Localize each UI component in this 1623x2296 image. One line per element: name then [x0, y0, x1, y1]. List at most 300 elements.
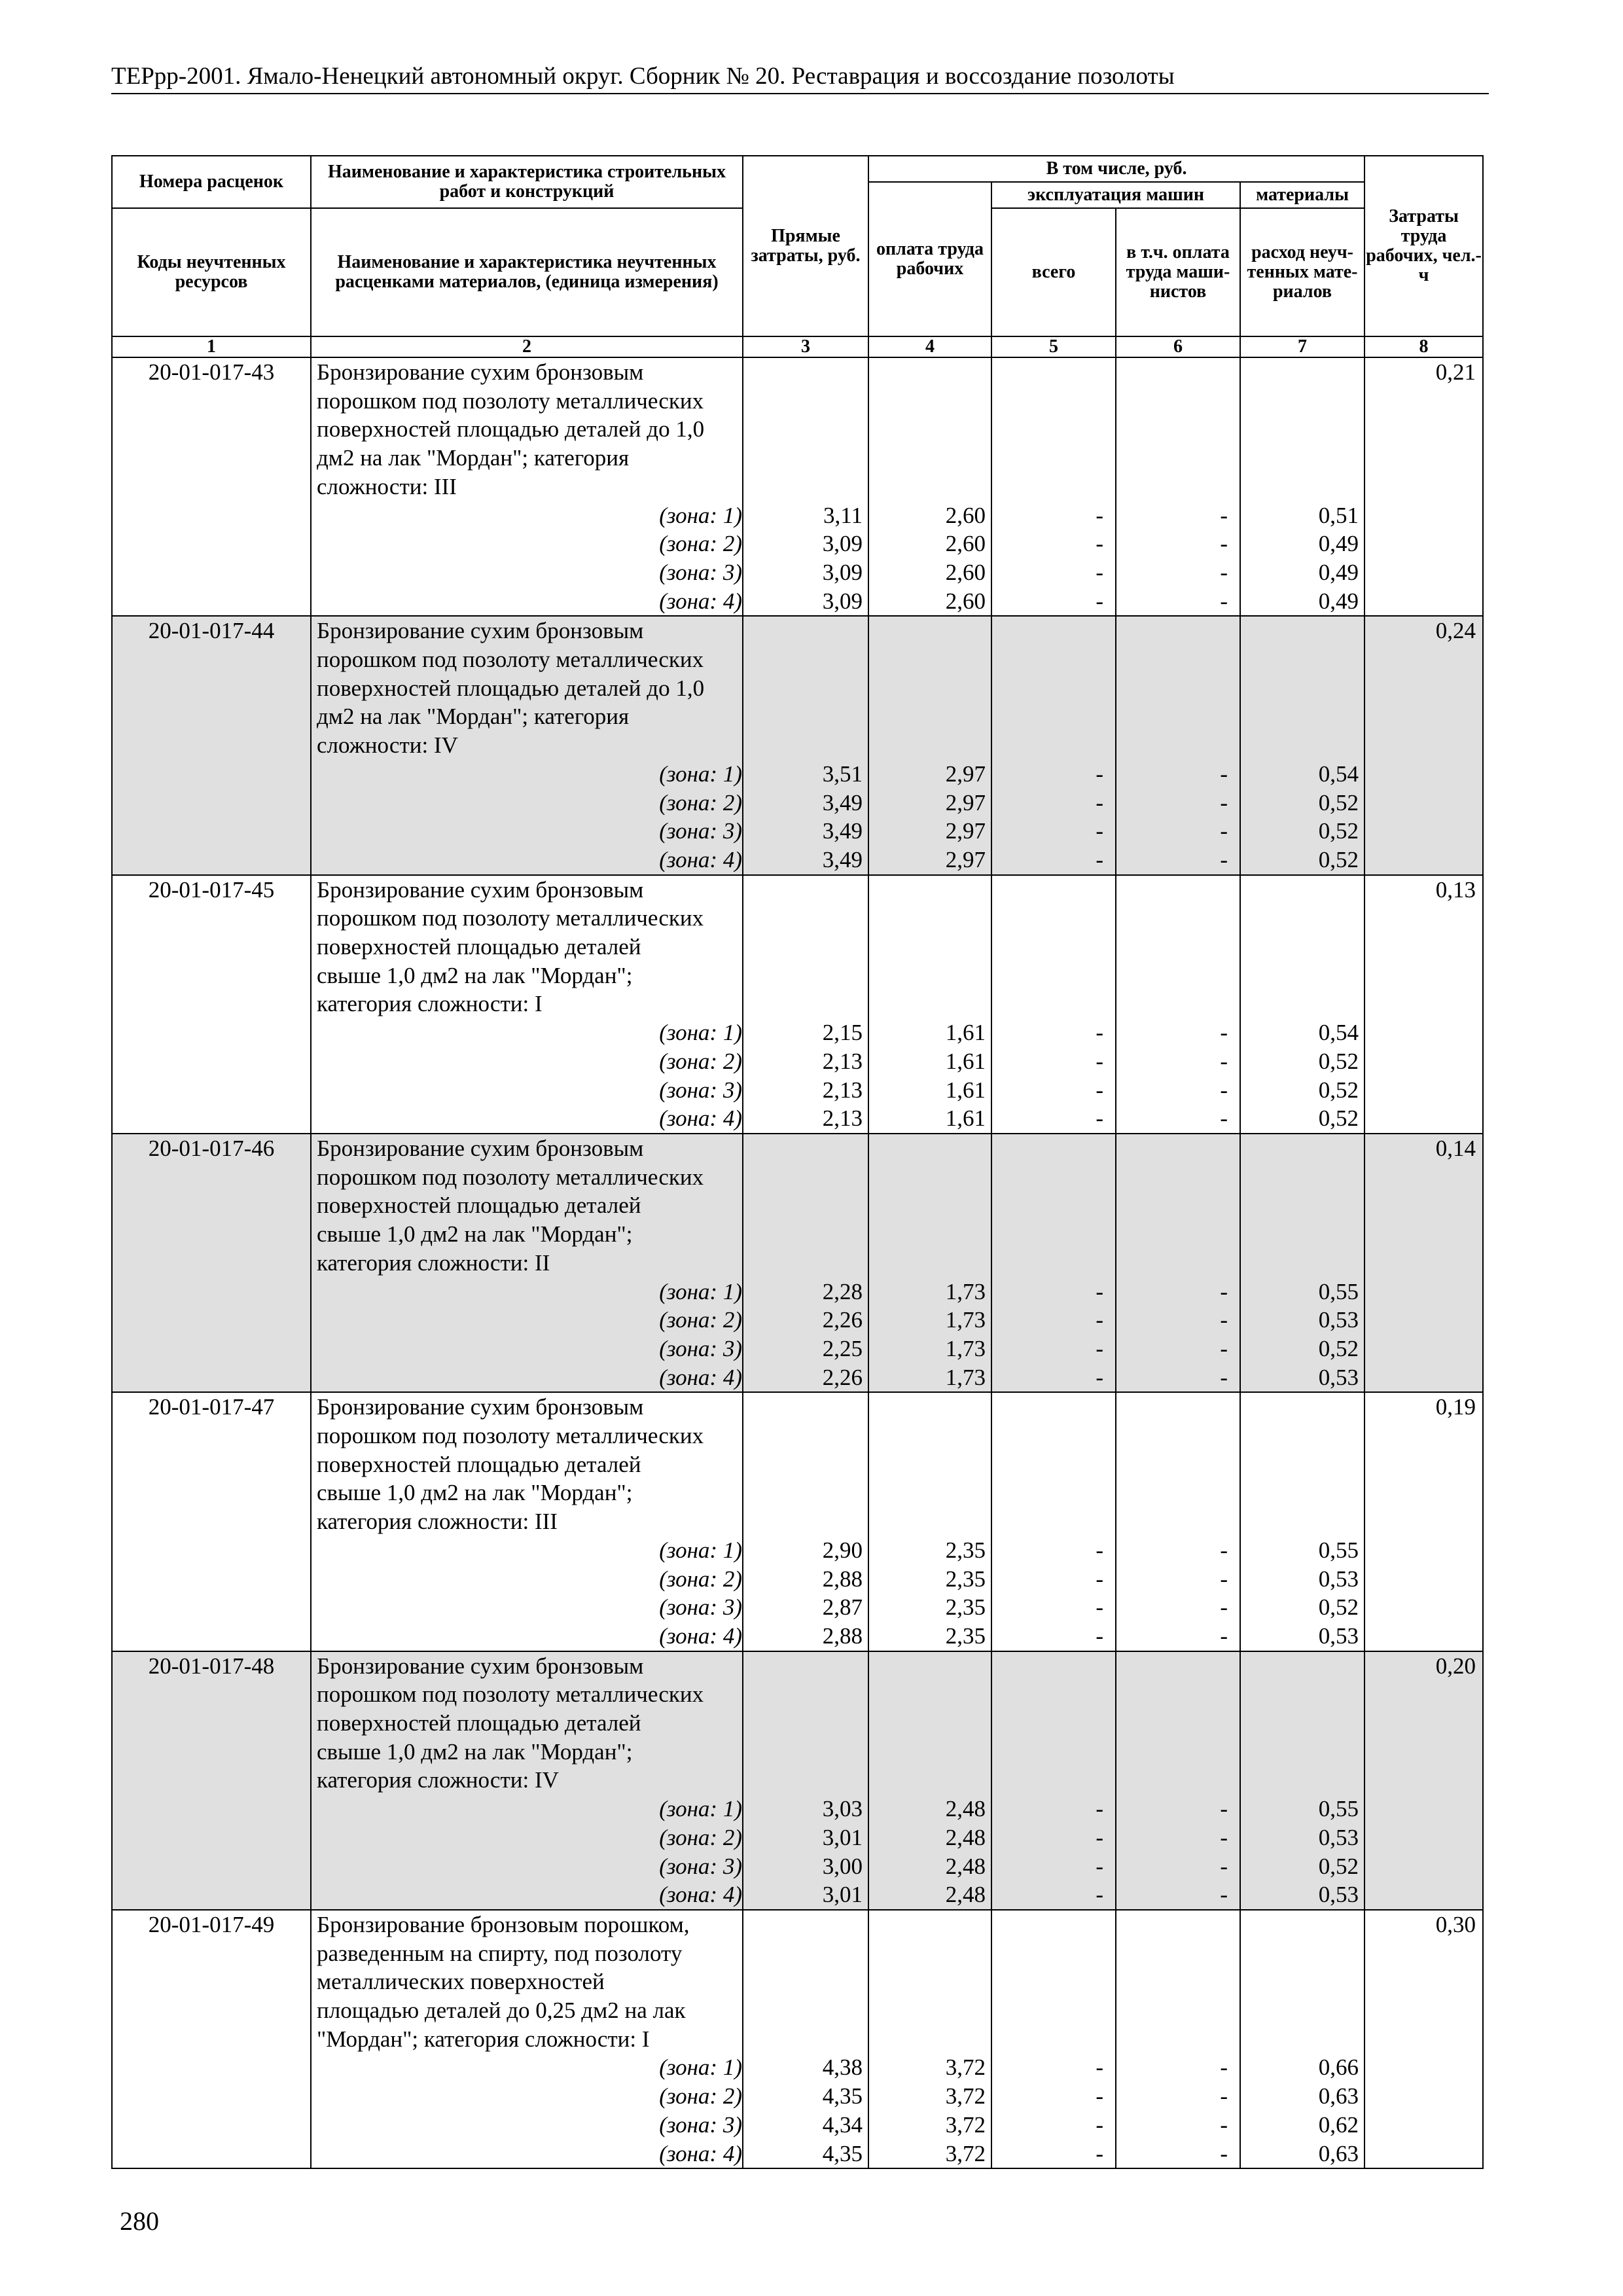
rate-code [112, 616, 311, 874]
rate-description-cell [311, 357, 743, 616]
wage-value: 2,48 [945, 1824, 986, 1850]
direct-value: 2,15 [822, 1020, 863, 1046]
machines-value: - [1096, 1364, 1103, 1390]
machines-value: - [1096, 1105, 1103, 1132]
wage-value: 2,97 [945, 761, 986, 787]
description-line: порошком под позолоту металлических [317, 647, 704, 673]
rate-code [112, 357, 311, 616]
machines-value: - [1096, 789, 1103, 816]
column-number: 7 [1240, 336, 1364, 357]
direct-value: 3,09 [822, 531, 863, 557]
machines-value: - [1096, 502, 1103, 528]
machinist-value: - [1220, 2140, 1228, 2166]
machinist-value: - [1220, 2083, 1228, 2109]
direct-value: 3,01 [822, 1824, 863, 1850]
wage-value: 2,35 [945, 1594, 986, 1621]
materials-value: 0,52 [1318, 1853, 1359, 1879]
machinist-value: - [1220, 1882, 1228, 1908]
wage-value: 2,97 [945, 789, 986, 816]
materials-value: 0,53 [1318, 1824, 1359, 1850]
description-line: поверхностей площадью деталей до 1,0 [317, 416, 705, 442]
zone-label: (зона: 3) [659, 1335, 742, 1361]
page-header [111, 60, 1489, 94]
direct-value: 3,49 [822, 789, 863, 816]
description-line: Бронзирование сухим бронзовым [317, 359, 644, 385]
machinist-cell [1116, 616, 1240, 874]
description-line: порошком под позолоту металлических [317, 1681, 704, 1708]
labor-cell [1364, 1392, 1483, 1651]
rate-description-cell [311, 1910, 743, 2168]
zone-label: (зона: 4) [659, 846, 742, 872]
machines-value: - [1096, 531, 1103, 557]
machines-value: - [1096, 1537, 1103, 1563]
machines-value: - [1096, 1594, 1103, 1621]
materials-value: 0,53 [1318, 1364, 1359, 1390]
machinist-value: - [1220, 1796, 1228, 1822]
header-resource-codes: Коды неучтенных ресурсов [112, 208, 311, 336]
wage-value: 2,48 [945, 1796, 986, 1822]
materials-value: 0,51 [1318, 502, 1359, 528]
description-line: поверхностей площадью деталей [317, 934, 641, 960]
zone-label: (зона: 1) [659, 1537, 742, 1563]
machines-cell [991, 875, 1116, 1134]
machinist-value: - [1220, 818, 1228, 844]
machinist-value: - [1220, 1307, 1228, 1333]
description-line: категория сложности: III [317, 1509, 558, 1535]
direct-costs-cell [743, 1910, 868, 2168]
direct-costs-cell [743, 1134, 868, 1392]
column-number: 4 [868, 336, 991, 357]
machines-value: - [1096, 1566, 1103, 1592]
labor-cell [1364, 1910, 1483, 2168]
direct-costs-cell [743, 875, 868, 1134]
zone-label: (зона: 1) [659, 761, 742, 787]
description-line: Бронзирование сухим бронзовым [317, 1653, 644, 1679]
zone-label: (зона: 3) [659, 1594, 742, 1621]
machines-cell [991, 1392, 1116, 1651]
description-line: порошком под позолоту металлических [317, 387, 704, 414]
machines-value: - [1096, 1335, 1103, 1361]
materials-value: 0,49 [1318, 531, 1359, 557]
materials-value: 0,53 [1318, 1623, 1359, 1649]
zone-label: (зона: 4) [659, 1364, 742, 1390]
column-number: 3 [743, 336, 868, 357]
direct-value: 3,11 [823, 502, 863, 528]
rate-code [112, 1134, 311, 1392]
zone-label: (зона: 4) [659, 1105, 742, 1132]
materials-value: 0,52 [1318, 1594, 1359, 1621]
materials-value: 0,63 [1318, 2083, 1359, 2109]
zone-label: (зона: 4) [659, 2140, 742, 2166]
wage-value: 2,35 [945, 1537, 986, 1563]
zone-label: (зона: 2) [659, 1566, 742, 1592]
machinist-value: - [1220, 1566, 1228, 1592]
wage-value: 2,60 [945, 559, 986, 585]
labor-cell [1364, 1134, 1483, 1392]
materials-value: 0,55 [1318, 1278, 1359, 1304]
table-row [112, 616, 1483, 874]
rate-code-text: 20-01-017-45 [148, 876, 275, 903]
description-line: порошком под позолоту металлических [317, 905, 704, 931]
wage-value: 2,35 [945, 1566, 986, 1592]
machinist-cell [1116, 1392, 1240, 1651]
description-line: Бронзирование бронзовым порошком, [317, 1911, 690, 1937]
page-number: 280 [120, 2206, 159, 2236]
direct-value: 3,51 [822, 761, 863, 787]
direct-value: 2,13 [822, 1048, 863, 1074]
materials-cell [1240, 1392, 1364, 1651]
wages-cell [868, 357, 991, 616]
header-wages: оплата труда рабочих [868, 182, 991, 336]
materials-value: 0,54 [1318, 1020, 1359, 1046]
materials-value: 0,54 [1318, 761, 1359, 787]
labor-cell [1364, 616, 1483, 874]
machinist-value: - [1220, 846, 1228, 872]
zone-label: (зона: 2) [659, 1824, 742, 1850]
description-line: категория сложности: I [317, 991, 543, 1017]
machines-value: - [1096, 1020, 1103, 1046]
description-line: порошком под позолоту металлических [317, 1164, 704, 1190]
description-line: Бронзирование сухим бронзовым [317, 1394, 644, 1420]
zone-label: (зона: 2) [659, 1307, 742, 1333]
wage-value: 1,61 [945, 1020, 986, 1046]
machines-value: - [1096, 559, 1103, 585]
column-number-row [112, 336, 1483, 357]
machinist-value: - [1220, 1335, 1228, 1361]
machines-value: - [1096, 1307, 1103, 1333]
rate-code [112, 875, 311, 1134]
materials-value: 0,52 [1318, 1335, 1359, 1361]
labor-cell [1364, 357, 1483, 616]
direct-value: 2,13 [822, 1077, 863, 1103]
direct-value: 3,09 [822, 588, 863, 614]
wage-value: 1,61 [945, 1048, 986, 1074]
header-unaccounted-materials: расход неуч-тенных мате-риалов [1240, 208, 1364, 336]
description-line: категория сложности: II [317, 1249, 550, 1276]
materials-value: 0,55 [1318, 1796, 1359, 1822]
machinist-cell [1116, 1134, 1240, 1392]
materials-value: 0,53 [1318, 1566, 1359, 1592]
zone-label: (зона: 1) [659, 1278, 742, 1304]
materials-cell [1240, 616, 1364, 874]
wage-value: 2,97 [945, 846, 986, 872]
zone-label: (зона: 1) [659, 2054, 742, 2081]
materials-cell [1240, 1651, 1364, 1910]
machinist-value: - [1220, 1824, 1228, 1850]
machinist-value: - [1220, 531, 1228, 557]
wage-value: 2,97 [945, 818, 986, 844]
direct-value: 2,26 [822, 1307, 863, 1333]
zone-label: (зона: 2) [659, 2083, 742, 2109]
labor-cell [1364, 875, 1483, 1134]
machinist-value: - [1220, 1278, 1228, 1304]
wage-value: 1,61 [945, 1105, 986, 1132]
header-work-name: Наименование и характеристика строительных работ и конструкций [311, 156, 743, 208]
machinist-value: - [1220, 1537, 1228, 1563]
labor-cell [1364, 1651, 1483, 1910]
machinist-cell [1116, 357, 1240, 616]
rate-description-cell [311, 875, 743, 1134]
description-line: категория сложности: IV [317, 1767, 559, 1793]
rate-description-cell [311, 616, 743, 874]
description-line: поверхностей площадью деталей [317, 1451, 641, 1477]
wage-value: 2,48 [945, 1853, 986, 1879]
materials-value: 0,62 [1318, 2111, 1359, 2138]
description-line: поверхностей площадью деталей до 1,0 [317, 675, 705, 701]
header-direct-costs: Прямые затраты, руб. [743, 156, 868, 336]
rate-description-cell [311, 1392, 743, 1651]
table-row [112, 1651, 1483, 1910]
machines-value: - [1096, 1796, 1103, 1822]
labor-value: 0,30 [1435, 1911, 1476, 1937]
machines-cell [991, 616, 1116, 874]
wage-value: 1,73 [945, 1364, 986, 1390]
machinist-value: - [1220, 1105, 1228, 1132]
rate-code-text: 20-01-017-44 [148, 618, 275, 644]
zone-label: (зона: 2) [659, 531, 742, 557]
machines-value: - [1096, 1278, 1103, 1304]
machines-value: - [1096, 1882, 1103, 1908]
machines-value: - [1096, 1623, 1103, 1649]
zone-label: (зона: 3) [659, 559, 742, 585]
description-line: свыше 1,0 дм2 на лак "Мордан"; [317, 1738, 633, 1765]
direct-value: 4,35 [822, 2083, 863, 2109]
wage-value: 1,73 [945, 1307, 986, 1333]
machines-cell [991, 1134, 1116, 1392]
machinist-value: - [1220, 588, 1228, 614]
materials-value: 0,55 [1318, 1537, 1359, 1563]
description-line: сложности: IV [317, 732, 458, 759]
page-header-title: ТЕРрр-2001. Ямало-Ненецкий автономный округ. Сборник № 20. Реставрация и воссоздание позолоты [111, 63, 1175, 90]
materials-value: 0,52 [1318, 789, 1359, 816]
direct-value: 2,90 [822, 1537, 863, 1563]
rate-code-text: 20-01-017-46 [148, 1135, 275, 1161]
zone-label: (зона: 4) [659, 1623, 742, 1649]
machines-value: - [1096, 761, 1103, 787]
machines-value: - [1096, 588, 1103, 614]
wage-value: 3,72 [945, 2111, 986, 2138]
rate-code-text: 20-01-017-47 [148, 1394, 275, 1420]
labor-value: 0,21 [1435, 359, 1476, 385]
header-labor-costs: Затраты труда рабочих, чел.-ч [1364, 156, 1483, 336]
table-row [112, 1910, 1483, 2168]
description-line: разведенным на спирту, под позолоту [317, 1940, 683, 1966]
materials-cell [1240, 1910, 1364, 2168]
direct-value: 3,03 [822, 1796, 863, 1822]
direct-value: 3,49 [822, 846, 863, 872]
machines-cell [991, 1910, 1116, 2168]
wages-cell [868, 1910, 991, 2168]
machines-cell [991, 357, 1116, 616]
machinist-value: - [1220, 1853, 1228, 1879]
table-row [112, 357, 1483, 616]
rate-code-text: 20-01-017-48 [148, 1653, 275, 1679]
wages-cell [868, 875, 991, 1134]
wages-cell [868, 1134, 991, 1392]
direct-value: 4,34 [822, 2111, 863, 2138]
materials-cell [1240, 1134, 1364, 1392]
description-line: Бронзирование сухим бронзовым [317, 618, 644, 644]
direct-costs-cell [743, 357, 868, 616]
zone-label: (зона: 1) [659, 502, 742, 528]
direct-value: 4,38 [822, 2054, 863, 2081]
table-row [112, 1392, 1483, 1651]
direct-value: 2,26 [822, 1364, 863, 1390]
header-including: В том числе, руб. [868, 156, 1364, 182]
description-line: дм2 на лак "Мордан"; категория [317, 704, 630, 730]
labor-value: 0,13 [1435, 876, 1476, 903]
wage-value: 3,72 [945, 2054, 986, 2081]
labor-value: 0,20 [1435, 1653, 1476, 1679]
machines-value: - [1096, 1077, 1103, 1103]
machinist-value: - [1220, 761, 1228, 787]
machines-value: - [1096, 2140, 1103, 2166]
direct-costs-cell [743, 616, 868, 874]
direct-value: 4,35 [822, 2140, 863, 2166]
materials-value: 0,49 [1318, 588, 1359, 614]
machines-value: - [1096, 818, 1103, 844]
header-machines-total: всего [991, 208, 1116, 336]
direct-value: 2,88 [822, 1623, 863, 1649]
description-line: свыше 1,0 дм2 на лак "Мордан"; [317, 962, 633, 988]
machinist-cell [1116, 1910, 1240, 2168]
description-line: свыше 1,0 дм2 на лак "Мордан"; [317, 1480, 633, 1506]
direct-value: 3,49 [822, 818, 863, 844]
machinist-value: - [1220, 2054, 1228, 2081]
header-material-name: Наименование и характеристика неучтенных расценками материалов, (единица измерения) [311, 208, 743, 336]
materials-value: 0,53 [1318, 1307, 1359, 1333]
materials-value: 0,53 [1318, 1882, 1359, 1908]
wage-value: 3,72 [945, 2083, 986, 2109]
materials-value: 0,52 [1318, 1105, 1359, 1132]
description-line: "Мордан"; категория сложности: I [317, 2026, 650, 2052]
rate-description-cell [311, 1134, 743, 1392]
direct-value: 2,13 [822, 1105, 863, 1132]
zone-label: (зона: 2) [659, 789, 742, 816]
wage-value: 1,73 [945, 1335, 986, 1361]
materials-value: 0,66 [1318, 2054, 1359, 2081]
materials-value: 0,52 [1318, 846, 1359, 872]
direct-value: 2,87 [822, 1594, 863, 1621]
description-line: порошком под позолоту металлических [317, 1423, 704, 1449]
description-line: поверхностей площадью деталей [317, 1193, 641, 1219]
wage-value: 2,60 [945, 588, 986, 614]
machinist-value: - [1220, 502, 1228, 528]
machinist-value: - [1220, 559, 1228, 585]
zone-label: (зона: 1) [659, 1796, 742, 1822]
description-line: металлических поверхностей [317, 1969, 605, 1995]
labor-value: 0,14 [1435, 1135, 1476, 1161]
wages-cell [868, 1651, 991, 1910]
zone-label: (зона: 3) [659, 1077, 742, 1103]
machines-cell [991, 1651, 1116, 1910]
direct-value: 3,01 [822, 1882, 863, 1908]
description-line: свыше 1,0 дм2 на лак "Мордан"; [317, 1221, 633, 1247]
direct-value: 2,88 [822, 1566, 863, 1592]
rate-code [112, 1910, 311, 2168]
wage-value: 2,60 [945, 531, 986, 557]
direct-value: 2,25 [822, 1335, 863, 1361]
machinist-value: - [1220, 789, 1228, 816]
machinist-value: - [1220, 1077, 1228, 1103]
machinist-value: - [1220, 1364, 1228, 1390]
materials-cell [1240, 875, 1364, 1134]
table-row [112, 1134, 1483, 1392]
zone-label: (зона: 3) [659, 1853, 742, 1879]
column-number: 6 [1116, 336, 1240, 357]
column-number: 1 [112, 336, 311, 357]
labor-value: 0,19 [1435, 1394, 1476, 1420]
machines-value: - [1096, 1853, 1103, 1879]
machines-value: - [1096, 1048, 1103, 1074]
machinist-value: - [1220, 1020, 1228, 1046]
machines-value: - [1096, 2111, 1103, 2138]
wage-value: 3,72 [945, 2140, 986, 2166]
materials-value: 0,52 [1318, 1077, 1359, 1103]
machinist-cell [1116, 875, 1240, 1134]
materials-cell [1240, 357, 1364, 616]
column-number: 2 [311, 336, 743, 357]
description-line: поверхностей площадью деталей [317, 1710, 641, 1736]
machines-value: - [1096, 2054, 1103, 2081]
wages-cell [868, 1392, 991, 1651]
wage-value: 2,35 [945, 1623, 986, 1649]
table-row [112, 875, 1483, 1134]
header-machinist-wages: в т.ч. оплата труда маши-нистов [1116, 208, 1240, 336]
direct-costs-cell [743, 1651, 868, 1910]
wage-value: 1,61 [945, 1077, 986, 1103]
rate-description-cell [311, 1651, 743, 1910]
zone-label: (зона: 2) [659, 1048, 742, 1074]
table-body [112, 357, 1483, 2168]
direct-value: 3,00 [822, 1853, 863, 1879]
rate-code-text: 20-01-017-43 [148, 359, 275, 385]
rate-code [112, 1651, 311, 1910]
materials-value: 0,52 [1318, 818, 1359, 844]
labor-value: 0,24 [1435, 618, 1476, 644]
wage-value: 2,60 [945, 502, 986, 528]
materials-value: 0,52 [1318, 1048, 1359, 1074]
rate-code-text: 20-01-017-49 [148, 1911, 275, 1937]
price-table [111, 155, 1484, 2169]
machinist-value: - [1220, 1623, 1228, 1649]
machinist-value: - [1220, 1048, 1228, 1074]
column-number: 8 [1364, 336, 1483, 357]
description-line: дм2 на лак "Мордан"; категория [317, 445, 630, 471]
zone-label: (зона: 1) [659, 1020, 742, 1046]
wages-cell [868, 616, 991, 874]
machinist-cell [1116, 1651, 1240, 1910]
materials-value: 0,49 [1318, 559, 1359, 585]
machinist-value: - [1220, 1594, 1228, 1621]
column-number: 5 [991, 336, 1116, 357]
description-line: Бронзирование сухим бронзовым [317, 1135, 644, 1161]
description-line: Бронзирование сухим бронзовым [317, 876, 644, 903]
materials-value: 0,63 [1318, 2140, 1359, 2166]
header-materials: материалы [1240, 182, 1364, 208]
zone-label: (зона: 4) [659, 1882, 742, 1908]
direct-value: 2,28 [822, 1278, 863, 1304]
zone-label: (зона: 3) [659, 2111, 742, 2138]
machines-value: - [1096, 846, 1103, 872]
wage-value: 1,73 [945, 1278, 986, 1304]
machines-value: - [1096, 2083, 1103, 2109]
machines-value: - [1096, 1824, 1103, 1850]
header-machines: эксплуатация машин [991, 182, 1240, 208]
direct-costs-cell [743, 1392, 868, 1651]
description-line: сложности: III [317, 473, 457, 499]
zone-label: (зона: 3) [659, 818, 742, 844]
